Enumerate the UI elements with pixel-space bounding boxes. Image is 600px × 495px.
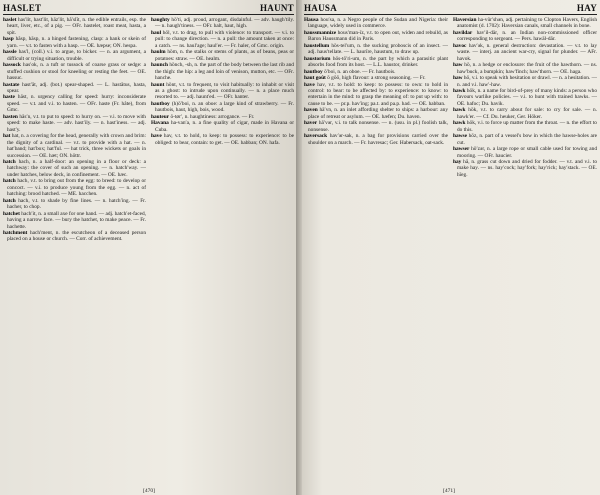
- entry-headword: hatch: [3, 178, 16, 185]
- entry-definition: hā′vər, v.i. to talk nonsense. — n. (usu. in pl.) foolish talk, nonsense.: [308, 120, 448, 133]
- entry-headword: hawk: [453, 107, 466, 114]
- entry-headword: hat: [3, 133, 11, 140]
- entry-headword: Hausa: [304, 17, 319, 23]
- dictionary-entry: [453, 30, 597, 43]
- entry-headword: hastate: [3, 81, 20, 88]
- entry-definition: hav′il-där, n. an Indian non-commissioned officer corresponding to sergeant. — Pers. hawāl-dār.: [457, 29, 597, 43]
- entry-headword: hawser: [453, 146, 470, 153]
- entry-definition: hā, n. grass cut down and dried for fodder. — v.t. and v.i. to make hay. — ns. hay′cock; hay′fork; hay′rick; hay′stack. — OE. hīeg.: [457, 158, 597, 178]
- entry-headword: haut goût: [304, 75, 326, 82]
- dictionary-entry: [453, 120, 597, 133]
- dictionary-entry: [304, 17, 448, 30]
- entry-headword: hawse: [453, 133, 467, 140]
- entry-headword: Havana: [151, 120, 169, 127]
- dictionary-entry: [3, 49, 146, 62]
- running-head-right: HAY: [576, 3, 597, 13]
- entry-definition: hök, v.i. to force up matter from the throat. — n. the effort to do this.: [457, 120, 597, 133]
- entry-definition: ō′boi, n. an oboe. — Fr. hautbois.: [324, 68, 396, 75]
- dictionary-entry: [453, 159, 597, 178]
- entry-definition: has′l, (coll.) v.i. to argue, to bicker. — n. an argument, a difficult or trying situation, trouble.: [7, 49, 146, 62]
- dictionary-entry: [453, 17, 597, 30]
- entry-definition: hach, n. a half-door: an opening in a floor or deck: a hatchway: the cover of such an opening. — n. hatch′way. — under hatches, below deck, in confinement. — OE. hæc.: [7, 158, 146, 178]
- column-container: [304, 17, 597, 178]
- entry-definition: hăsp, hāsp, n. a hinged fastening, clasp: a hank or skein of yarn. — v.t. to fasten with a hasp. — OE. hæpse; ON. hespa.: [7, 36, 146, 49]
- entry-headword: haunt: [151, 81, 165, 88]
- dictionary-entry: [304, 133, 448, 146]
- dictionary-entry: [3, 82, 146, 95]
- entry-definition: hös-tel′um, n. the sucking proboscis of an insect. — adj. haus′tellate. — L. haurīre, haustum, to draw up.: [308, 42, 448, 56]
- entry-definition: hā′vn, n. an inlet affording shelter to ships: a harbour: any place of retreat or asylum. — OE. hæfen; Du. haven.: [308, 107, 448, 120]
- dictionary-column: [304, 17, 448, 178]
- dictionary-entry: [151, 17, 294, 30]
- entry-headword: haste: [3, 94, 15, 101]
- dictionary-entry: [304, 120, 448, 133]
- dictionary-entry: [151, 49, 294, 62]
- entry-headword: haver: [304, 120, 318, 127]
- entry-headword: haven: [304, 107, 318, 114]
- entry-definition: höl, v.t. to drag, to pull with violence: to transport. — v.i. to pull: to change direction. — n. a pull: the amount taken at once: a catch. — ns. haul′age; haul′er. — Fr. haler, of Gmc. origin.: [155, 29, 294, 49]
- entry-definition: hāst, n. urgency calling for speed: hurry: inconsiderate speed. — v.t. and v.i. to hasten. — OFr. haste (Fr. hâte), from Gmc.: [7, 94, 146, 114]
- dictionary-entry: [453, 75, 597, 88]
- entry-headword: havoc: [453, 42, 467, 49]
- entry-headword: hawk: [453, 120, 466, 127]
- dictionary-entry: [304, 56, 448, 69]
- dictionary-entry: [3, 94, 146, 113]
- dictionary-entry: [304, 43, 448, 56]
- entry-definition: ō-tør′, n. haughtiness: arrogance. — Fr.: [170, 113, 255, 120]
- dictionary-entry: [3, 211, 146, 230]
- entry-definition: (h)ō′boi, n. an oboe: a large kind of strawberry. — Fr. hautbois, haut, high, bois, wood.: [155, 100, 294, 114]
- entry-definition: ō gōō, high flavour: a strong seasoning. — Fr.: [327, 75, 426, 82]
- right-page: [298, 0, 600, 495]
- entry-definition: hast′āt, adj. (bot.) spear-shaped. — L. hastātus, hasta, spear.: [7, 81, 146, 94]
- dictionary-entry: [151, 82, 294, 101]
- entry-definition: hönch, -sh, n. the part of the body between the last rib and the thigh: the hip: a leg and loin of venison, mutton, etc. — OFr. hanche.: [155, 62, 294, 82]
- dictionary-entry: [151, 62, 294, 81]
- entry-definition: hav′ək, n. general destruction: devastation. — v.t. to lay waste. — interj. an ancient war-cry, signal for plunder. — AFr. havok.: [457, 42, 598, 62]
- dictionary-entry: [3, 62, 146, 81]
- entry-definition: hö, v.i. to speak with hesitation or drawl. — n. a hesitation. — n. and v.i. haw′-haw.: [457, 75, 597, 88]
- entry-definition: has′lit, hast′lit, hāz′lit, hă′slĭt, n. the edible entrails, esp. the heart, liver, etc., of a pig. — OFr. hastelet, roast meat, hasta, a spit.: [7, 17, 146, 36]
- entry-headword: hauteur: [151, 113, 170, 120]
- entry-headword: have: [151, 133, 162, 140]
- entry-headword: hatch: [3, 158, 16, 165]
- entry-headword: haunch: [151, 62, 168, 69]
- entry-definition: höz, n. part of a vessel's bow in which the hawse-holes are cut.: [457, 133, 597, 146]
- dictionary-entry: [151, 30, 294, 49]
- entry-headword: haulm: [151, 49, 166, 56]
- dictionary-column: [151, 17, 294, 243]
- entry-headword: hassle: [3, 49, 17, 56]
- dictionary-entry: [3, 114, 146, 133]
- entry-definition: ha-van′a, n. a fine quality of cigar, made in Havana or Cuba.: [155, 120, 294, 133]
- entry-definition: hach′ment, n. the escutcheon of a deceased person placed on a house or church. — Corr. of achievement.: [7, 229, 146, 243]
- entry-headword: hassock: [3, 62, 21, 69]
- running-head-left: HAUSA: [304, 3, 338, 13]
- entry-definition: hav′ər-sak, n. a bag for provisions carried over the shoulder on a march. — Fr. havresac; Ger. Habersack, oat-sack.: [308, 133, 448, 146]
- running-head: [3, 3, 294, 15]
- entry-headword: hasten: [3, 113, 18, 120]
- entry-definition: hach, v.t. to shade by fine lines. — n. hatch′ing. — Fr. hacher, to chop.: [7, 197, 146, 211]
- entry-headword: havildar: [453, 29, 473, 36]
- dictionary-entry: [304, 30, 448, 43]
- entry-headword: hautboy: [151, 100, 170, 107]
- entry-definition: hök, v.t. to carry about for sale: to cry for sale. — n. hawk′er. — Cf. Du. heuker, Ger. Höker.: [457, 107, 597, 120]
- entry-headword: haslet: [3, 17, 17, 23]
- entry-headword: hatch: [3, 197, 16, 204]
- entry-definition: hös-tō′ri-um, n. the part by which a parasitic plant absorbs food from its host. — L.L. haustor, drinker.: [308, 55, 449, 69]
- entry-definition: ha-vûr′shən, adj. pertaining to Clopton Havers, English anatomist (d. 1702): Haversian canals, small channels in bone.: [457, 17, 597, 30]
- left-page: [0, 0, 298, 495]
- entry-definition: has′ok, n. a tuft or tussock of coarse grass or sedge: a stuffed cushion or stool for kneeling or resting the feet. — OE. hassuc.: [7, 62, 146, 82]
- dictionary-entry: [3, 133, 146, 159]
- entry-definition: hat, n. a covering for the head, generally with crown and brim: the dignity of a cardinal. — v.t. to provide with a hat. — n. hat′band; hat′box; hat′ful. — hat trick, three wickets or goals in succession. — OE. hæt; ON. höttr.: [7, 133, 146, 159]
- dictionary-entry: [3, 36, 146, 49]
- running-head-left: HASLET: [3, 3, 42, 13]
- entry-headword: Haversian: [453, 17, 477, 23]
- entry-headword: haussmannize: [304, 29, 337, 36]
- entry-headword: hautboy: [304, 68, 323, 75]
- entry-headword: hay: [453, 158, 462, 165]
- dictionary-entry: [151, 133, 294, 146]
- entry-definition: hönt, v.t. to frequent, to visit habitually: to inhabit or visit as a ghost: to intrude upon continually. — n. a place much resorted to. — adj. haunt′ed. — OFr. hanter.: [155, 81, 295, 101]
- dictionary-entry: [304, 107, 448, 120]
- entry-definition: hous′man-īz, v.t. to open out, widen and rebuild, as Baron Haussmann did in Paris.: [308, 29, 448, 43]
- dictionary-entry: [151, 120, 294, 133]
- entry-headword: haw: [453, 75, 463, 82]
- dictionary-entry: [453, 88, 597, 107]
- dictionary-entry: [453, 62, 597, 75]
- entry-definition: hav, v.t. to hold: to keep: to possess: to own: to hold in control: to bear: to be affected by: to experience: to know: to entertain in the mind: to grasp the meaning of: to put up with: to cause to be. — pr.p. hav′ing; pa.t. and pa.p. had. — OE. habban.: [308, 81, 449, 107]
- book-gutter: [296, 0, 302, 495]
- entry-definition: hach′it, n. a small axe for one hand. — adj. hatch′et-faced, having a narrow face. — bury the hatchet, to make peace. — Fr. hachette.: [7, 210, 147, 230]
- entry-definition: hö, n. a hedge or enclosure: the fruit of the hawthorn. — ns. haw′buck, a bumpkin; haw′finch; haw′thorn. — OE. haga.: [457, 62, 598, 75]
- running-head-right: HAUNT: [259, 3, 294, 13]
- page-number: [471]: [443, 488, 455, 494]
- dictionary-entry: [3, 198, 146, 211]
- entry-headword: haustorium: [304, 55, 331, 62]
- dictionary-entry: [453, 107, 597, 120]
- entry-headword: haversack: [304, 133, 328, 140]
- entry-definition: hach, v.t. to bring out from the egg: to breed: to develop or concoct. — v.i. to produce young from the egg. — n. act of hatching: brood hatched. — ME. hacchen.: [7, 178, 146, 198]
- entry-headword: haw: [453, 62, 463, 69]
- entry-headword: haul: [151, 29, 162, 36]
- dictionary-entry: [3, 159, 146, 178]
- dictionary-entry: [453, 146, 597, 159]
- dictionary-column: [453, 17, 597, 178]
- entry-definition: hou′sa, n. a Negro people of the Sudan and Nigeria: their language, widely used in commerce.: [308, 17, 448, 30]
- running-head: [304, 3, 597, 15]
- dictionary-column: [3, 17, 146, 243]
- entry-headword: hatchet: [3, 210, 20, 217]
- entry-definition: hav, v.t. to hold, to keep: to possess: to experience: to be obliged: to bear, contain: to get. — OE. habban; ON. hafa.: [155, 133, 294, 146]
- dictionary-entry: [3, 230, 146, 243]
- dictionary-entry: [453, 43, 597, 62]
- page-number: [470]: [143, 488, 155, 494]
- entry-definition: hö′ti, adj. proud, arrogant, disdainful. — adv. haugh′tily. — n. haugh′tiness. — OFr. halt, haut, high.: [155, 17, 294, 30]
- dictionary-entry: [304, 82, 448, 108]
- entry-headword: hasp: [3, 36, 14, 43]
- column-container: [3, 17, 294, 243]
- entry-headword: hawk: [453, 87, 466, 94]
- entry-definition: hās′n, v.t. to put to speed: to hurry on. — v.i. to move with speed: to make haste. — adv. hast′ily. — n. hast′iness. — adj. hast′y.: [7, 113, 146, 133]
- entry-headword: hatchment: [3, 229, 28, 236]
- entry-definition: höm, n. the stalks or stems of plants, as of beans, peas or potatoes: straw. — OE. healm.: [155, 49, 294, 62]
- entry-definition: hö′zər, n. a large rope or small cable used for towing and mooring. — OFr. haucier.: [457, 146, 597, 159]
- entry-headword: haustellum: [304, 42, 330, 49]
- entry-headword: have: [304, 81, 315, 88]
- entry-definition: hök, n. a name for bird-of-prey of many kinds: a person who favours warlike policies. — v.i. to hunt with trained hawks. — OE. hafoc; Du. havik.: [457, 87, 597, 107]
- dictionary-entry: [151, 101, 294, 114]
- dictionary-entry: [453, 133, 597, 146]
- dictionary-entry: [3, 17, 146, 36]
- entry-headword: haughty: [151, 17, 170, 23]
- dictionary-entry: [3, 178, 146, 197]
